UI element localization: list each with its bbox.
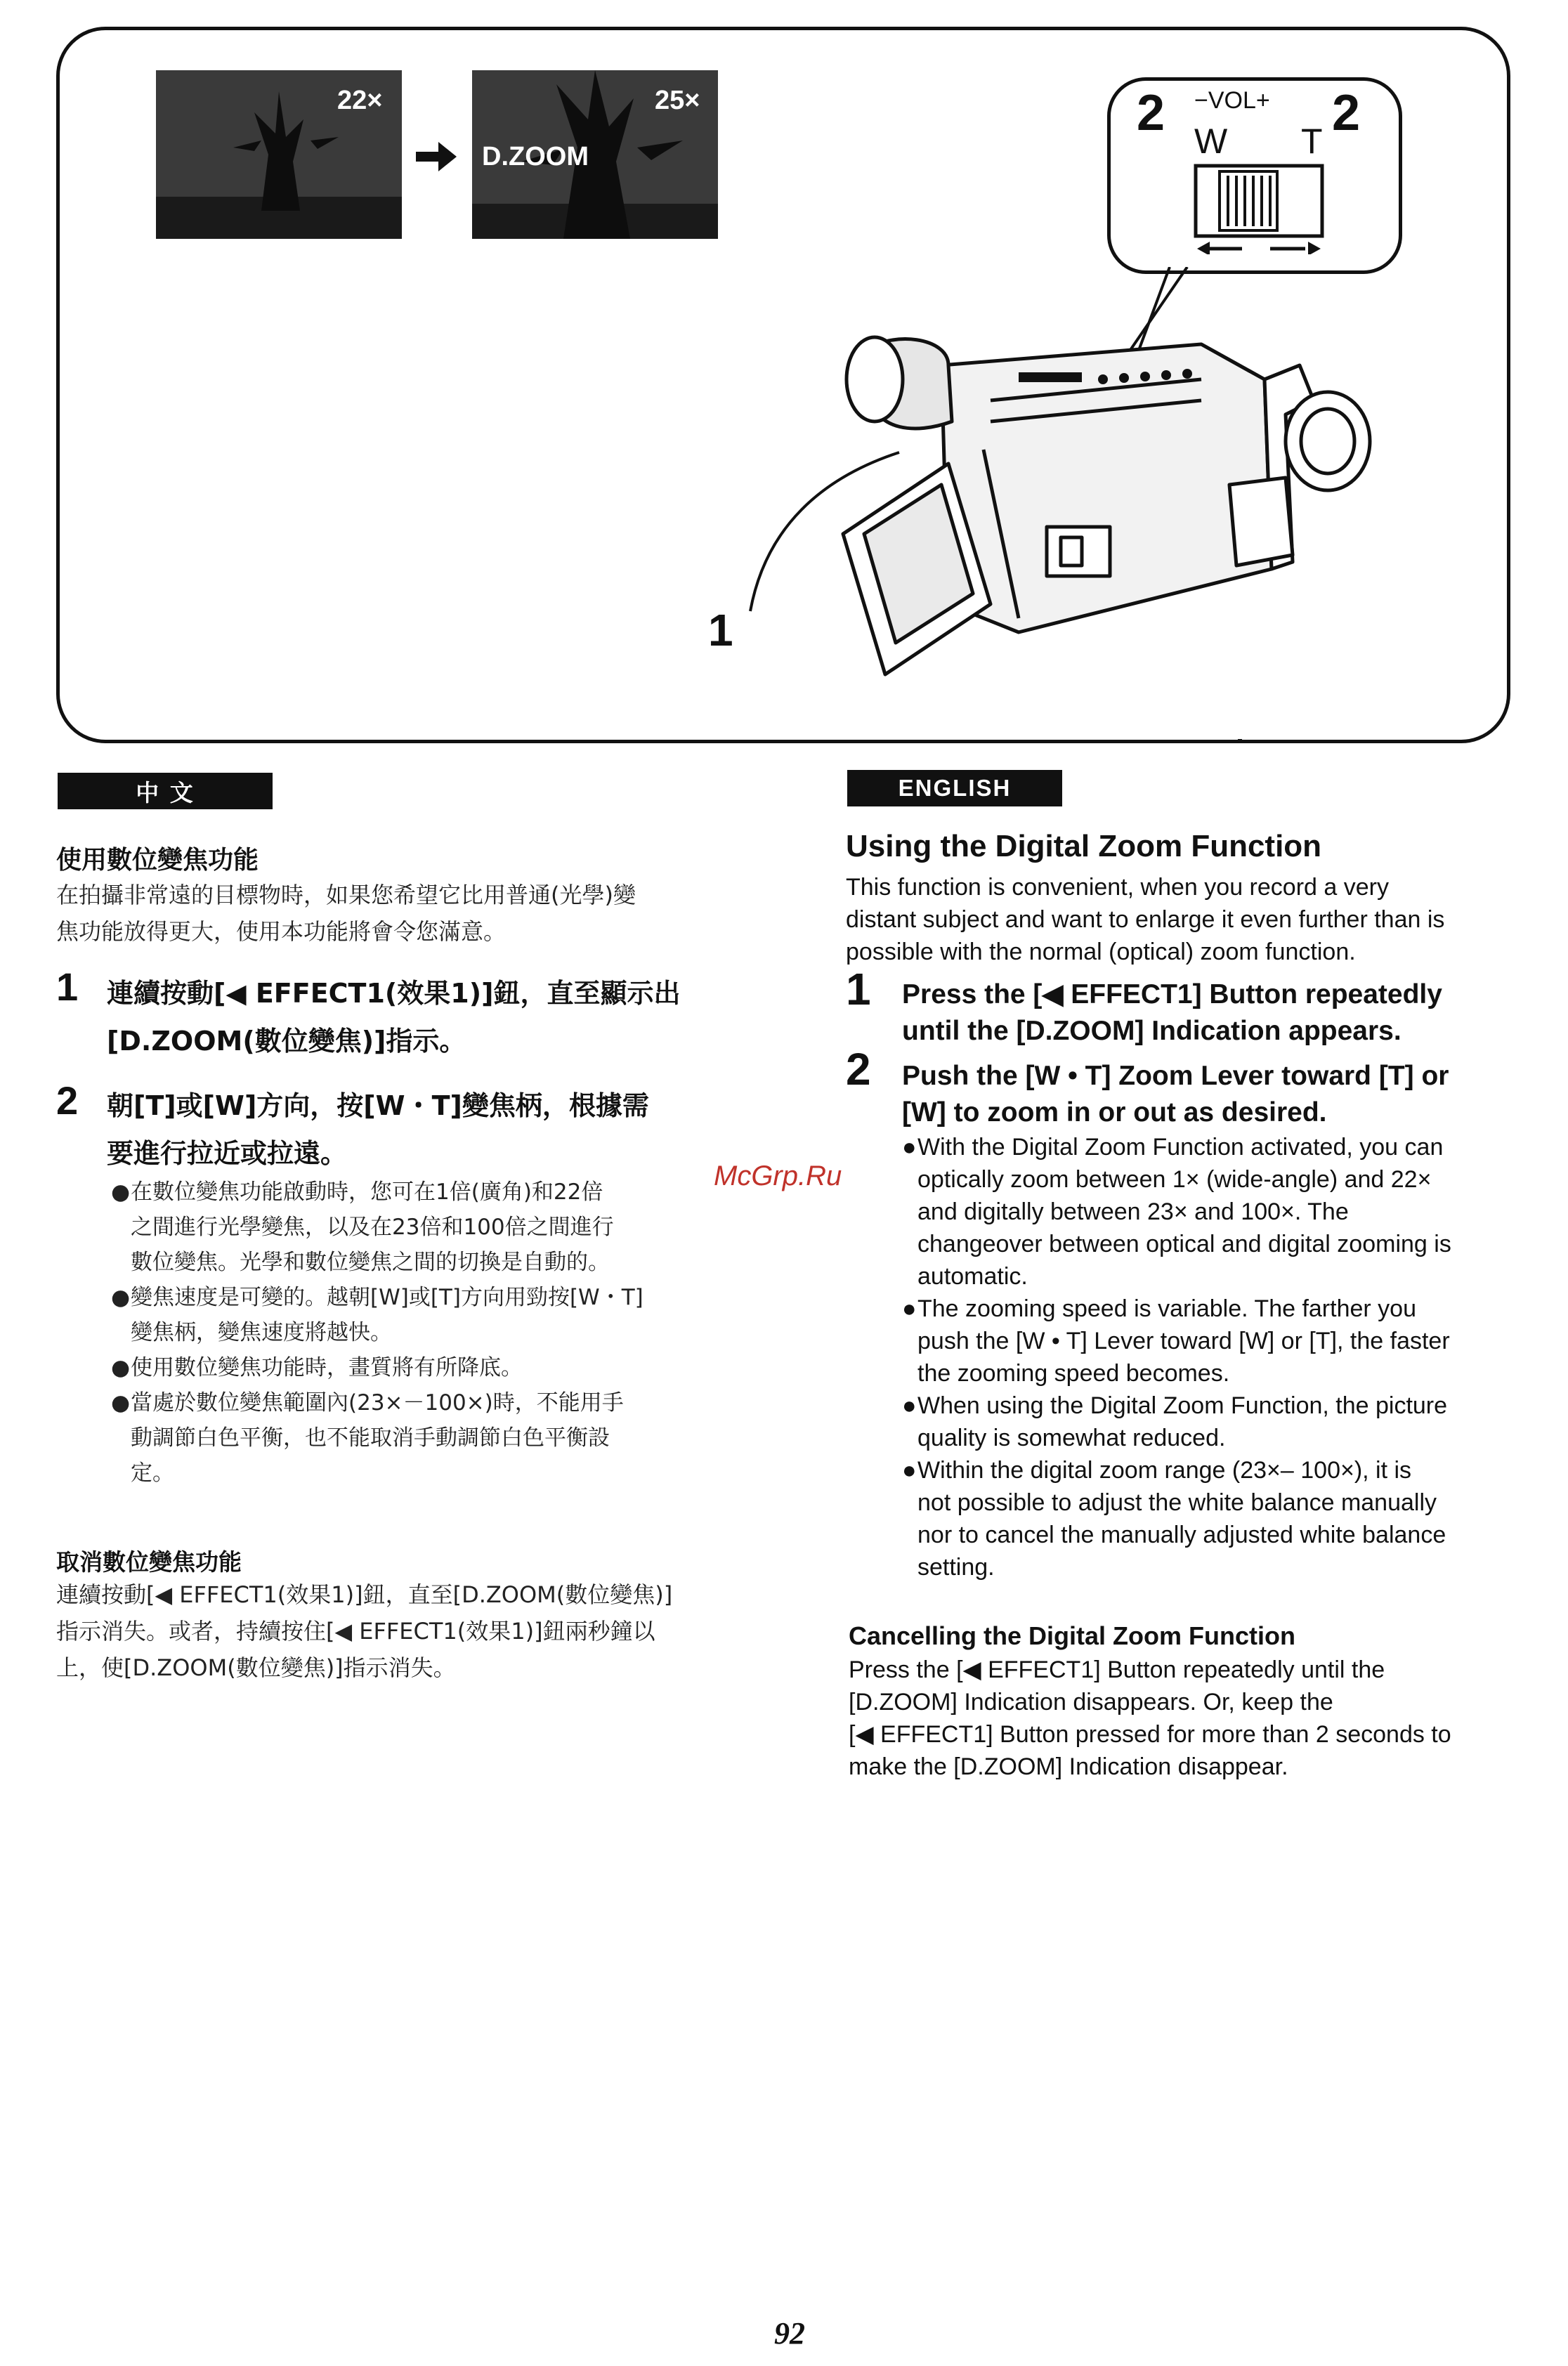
bullet-line: 之間進行光學變焦，以及在23倍和100倍之間進行	[131, 1215, 614, 1240]
list-item	[111, 1350, 743, 1385]
bullet-line: changeover between optical and digital zooming is	[917, 1231, 1451, 1257]
chinese-step2-line: 要進行拉近或拉遠。	[107, 1138, 348, 1169]
bullet-icon: ●	[902, 1134, 917, 1161]
bullet-icon: ●	[111, 1390, 131, 1416]
list-item	[902, 1454, 1562, 1583]
chinese-title: 使用數位變焦功能	[56, 846, 259, 875]
chinese-step2-number: 2	[56, 1078, 79, 1123]
english-bullet-list	[902, 1131, 1562, 1583]
list-item	[902, 1131, 1562, 1293]
zoom-value-digital: 25×	[655, 86, 700, 115]
bullet-line: quality is somewhat reduced.	[917, 1425, 1226, 1451]
english-cancel-line: Press the [◀ EFFECT1] Button repeatedly until the	[849, 1656, 1385, 1683]
chinese-step1-number: 1	[56, 965, 79, 1009]
bullet-line: nor to cancel the manually adjusted white balance	[917, 1522, 1446, 1548]
chinese-cancel-line: 上，使[D.ZOOM(數位變焦)]指示消失。	[56, 1654, 456, 1681]
english-step2-line: [W] to zoom in or out as desired.	[902, 1097, 1327, 1128]
dzoom-indicator: D.ZOOM	[482, 142, 589, 171]
bullet-line: 定。	[131, 1460, 174, 1486]
list-item	[111, 1385, 743, 1491]
bullet-line: optically zoom between 1× (wide-angle) and 22×	[917, 1166, 1432, 1193]
list-item	[902, 1293, 1562, 1390]
english-cancel-line: make the [D.ZOOM] Indication disappear.	[849, 1753, 1288, 1780]
chinese-step1-text	[107, 969, 739, 1065]
english-intro	[846, 871, 1548, 968]
english-step1-line: until the [D.ZOOM] Indication appears.	[902, 1016, 1402, 1046]
bullet-line: Within the digital zoom range (23×– 100×), it is	[917, 1457, 1412, 1484]
chinese-intro-line: 在拍攝非常遠的目標物時，如果您希望它比用普通(光學)變	[56, 882, 636, 908]
section-tag-english: ENGLISH	[847, 770, 1062, 806]
bullet-line: 當處於數位變焦範圍內(23×－100×)時，不能用手	[131, 1390, 624, 1416]
callout-number-one: 1	[708, 605, 733, 655]
speck	[1238, 739, 1242, 743]
english-intro-line: possible with the normal (optical) zoom function.	[846, 939, 1356, 965]
callout-step-number-left: 2	[1137, 85, 1165, 141]
bullet-line: the zooming speed becomes.	[917, 1360, 1230, 1387]
watermark-link[interactable]: McGrp.Ru	[714, 1161, 842, 1191]
chinese-cancel-text	[56, 1576, 745, 1686]
bullet-line: 動調節白色平衡，也不能取消手動調節白色平衡設	[131, 1425, 610, 1451]
bullet-line: 變焦柄，變焦速度將越快。	[131, 1320, 392, 1345]
list-item	[111, 1280, 743, 1350]
chinese-step1-line: 連續按動[◀ EFFECT1(效果1)]鈕，直至顯示出	[107, 978, 681, 1009]
bullet-line: not possible to adjust the white balance manually	[917, 1489, 1437, 1516]
bullet-line: 在數位變焦功能啟動時，您可在1倍(廣角)和22倍	[131, 1179, 603, 1205]
bullet-icon: ●	[111, 1355, 131, 1380]
english-cancel-text	[849, 1654, 1558, 1783]
zoom-lever-icon	[1193, 163, 1326, 257]
vol-label: −VOL+	[1194, 87, 1270, 114]
list-item	[111, 1175, 743, 1280]
bullet-icon: ●	[111, 1285, 131, 1310]
bullet-line: setting.	[917, 1554, 995, 1581]
list-item	[902, 1390, 1562, 1454]
wide-label: W	[1194, 122, 1228, 161]
callout-step-number-right: 2	[1332, 85, 1361, 141]
chinese-step1-line: [D.ZOOM(數位變焦)]指示。	[107, 1026, 466, 1057]
chinese-intro-line: 焦功能放得更大，使用本功能將會令您滿意。	[56, 918, 507, 945]
chinese-cancel-line: 指示消失。或者，持續按住[◀ EFFECT1(效果1)]鈕兩秒鐘以	[56, 1618, 655, 1645]
english-step2-number: 2	[846, 1044, 871, 1094]
page-number: 92	[774, 2316, 805, 2351]
chinese-intro	[56, 877, 731, 950]
callout-leader-line	[738, 450, 906, 621]
bullet-line: When using the Digital Zoom Function, the picture	[917, 1392, 1448, 1419]
bullet-line: With the Digital Zoom Function activated, you can	[917, 1134, 1444, 1161]
chinese-cancel-title: 取消數位變焦功能	[56, 1548, 242, 1576]
bullet-line: 使用數位變焦功能時，畫質將有所降底。	[131, 1355, 523, 1380]
english-cancel-line: [D.ZOOM] Indication disappears. Or, keep the	[849, 1689, 1333, 1715]
arrow-right-icon	[416, 139, 458, 177]
bullet-icon: ●	[902, 1392, 917, 1419]
bullet-line: 變焦速度是可變的。越朝[W]或[T]方向用勁按[W・T]	[131, 1285, 643, 1310]
bullet-line: automatic.	[917, 1263, 1028, 1290]
bullet-icon: ●	[902, 1295, 917, 1322]
bullet-line: push the [W • T] Lever toward [W] or [T], the faster	[917, 1328, 1450, 1354]
section-tag-chinese: 中 文	[58, 773, 273, 809]
english-cancel-line: [◀ EFFECT1] Button pressed for more than 2 seconds to	[849, 1721, 1451, 1748]
bullet-line: 數位變焦。光學和數位變焦之間的切換是自動的。	[131, 1250, 610, 1275]
english-intro-line: This function is convenient, when you record a very	[846, 874, 1389, 901]
english-step1-text	[902, 976, 1562, 1050]
bullet-icon: ●	[902, 1457, 917, 1484]
bullet-line: and digitally between 23× and 100×. The	[917, 1198, 1349, 1225]
bullet-line: The zooming speed is variable. The farther you	[917, 1295, 1416, 1322]
bullet-icon: ●	[111, 1179, 131, 1205]
chinese-step2-line: 朝[T]或[W]方向，按[W・T]變焦柄，根據需	[107, 1090, 649, 1121]
english-step2-line: Push the [W • T] Zoom Lever toward [T] or	[902, 1061, 1449, 1091]
chinese-bullet-list	[111, 1175, 743, 1491]
zoom-value-optical: 22×	[337, 86, 383, 115]
english-step1-number: 1	[846, 964, 871, 1014]
english-title: Using the Digital Zoom Function	[846, 829, 1322, 863]
chinese-step2-text	[107, 1082, 739, 1177]
english-cancel-title: Cancelling the Digital Zoom Function	[849, 1621, 1295, 1650]
english-step2-text	[902, 1058, 1562, 1131]
chinese-cancel-line: 連續按動[◀ EFFECT1(效果1)]鈕，直至[D.ZOOM(數位變焦)]	[56, 1581, 673, 1608]
english-intro-line: distant subject and want to enlarge it even further than is	[846, 906, 1445, 933]
english-step1-line: Press the [◀ EFFECT1] Button repeatedly	[902, 979, 1442, 1009]
tele-label: T	[1301, 122, 1323, 161]
